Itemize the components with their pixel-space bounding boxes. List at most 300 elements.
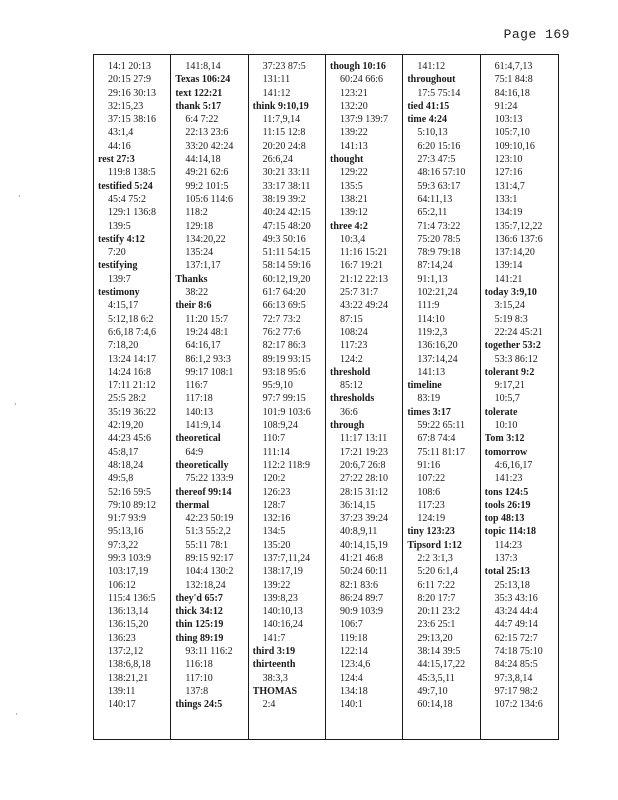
index-reference-entry: 59:3 63:17: [417, 180, 461, 192]
index-reference-entry: 60:14,18: [417, 699, 453, 711]
index-reference-entry: 136:16,20: [417, 340, 458, 352]
index-reference-entry: 111:9: [417, 300, 440, 312]
index-reference-entry: 45:3,5,11: [417, 672, 455, 684]
index-reference-entry: 6:4 7:22: [185, 114, 219, 126]
index-headword-entry: thin 125:19: [175, 619, 224, 631]
index-reference-entry: 107:22: [417, 473, 446, 485]
index-reference-entry: 51:11 54:15: [262, 247, 311, 259]
index-headword-entry: testified 5:24: [98, 180, 153, 192]
index-reference-entry: 141:12: [262, 87, 291, 99]
index-reference-entry: 85:12: [339, 380, 363, 392]
index-reference-entry: 38:14 39:5: [417, 646, 461, 658]
index-headword-entry: Thanks: [175, 273, 208, 285]
index-reference-entry: 136:23: [108, 632, 136, 644]
index-reference-entry: 140:1: [339, 699, 363, 711]
index-headword-entry: time 4:24: [407, 114, 448, 126]
index-reference-entry: 97:3,8,14: [494, 672, 533, 684]
index-headword-entry: thank 5:17: [175, 100, 222, 112]
index-headword-entry: tolerate: [484, 406, 518, 418]
index-headword-entry: topic 114:18: [484, 526, 537, 538]
index-reference-entry: 35:19 36:22: [108, 406, 157, 418]
index-reference-entry: 5:10,13: [417, 127, 448, 139]
index-headword-entry: times 3:17: [407, 406, 451, 418]
index-headword-entry: think 9:10,19: [252, 100, 309, 112]
index-reference-entry: 131:4,7: [494, 180, 525, 192]
index-reference-entry: 62:15 72:7: [494, 632, 538, 644]
index-column-5: [403, 55, 480, 739]
index-reference-entry: 2:2 3:1,3: [417, 552, 453, 564]
index-reference-entry: 141:23: [494, 473, 523, 485]
index-reference-entry: 53:3 86:12: [494, 353, 538, 365]
index-reference-entry: 89:15 92:17: [185, 552, 234, 564]
index-reference-entry: 123:4,6: [339, 659, 371, 671]
index-headword-entry: thirteenth: [252, 659, 296, 671]
index-reference-entry: 49:21 62:6: [185, 167, 229, 179]
index-column-4: [326, 55, 403, 739]
index-headword-entry: tiny 123:23: [407, 526, 455, 538]
index-headword-entry: together 53:2: [484, 340, 541, 352]
index-reference-entry: 132:16: [262, 513, 291, 525]
index-reference-entry: 95:13,16: [108, 526, 144, 538]
index-headword-entry: three 4:2: [329, 220, 368, 232]
index-reference-entry: 137:9 139:7: [339, 114, 389, 126]
index-reference-entry: 40:24 42:15: [262, 207, 311, 219]
index-reference-entry: 50:24 60:11: [339, 566, 388, 578]
index-reference-entry: 16:7 19:21: [339, 260, 384, 272]
index-reference-entry: 37:15 38:16: [108, 114, 157, 126]
index-headword-entry: tools 26:19: [484, 499, 531, 511]
index-reference-entry: 59:22 65:11: [417, 420, 465, 432]
index-reference-entry: 36:14,15: [339, 499, 376, 511]
index-reference-entry: 103:17,19: [108, 566, 149, 578]
index-reference-entry: 35:3 43:16: [494, 592, 538, 604]
index-headword-entry: Texas 106:24: [175, 74, 231, 86]
index-reference-entry: 29:16 30:13: [108, 87, 157, 99]
index-reference-entry: 42:23 50:19: [185, 513, 234, 525]
index-reference-entry: 90:9 103:9: [339, 606, 384, 618]
index-reference-entry: 134:18: [339, 685, 368, 697]
index-reference-entry: 117:18: [185, 393, 213, 405]
index-reference-entry: 11:16 15:21: [339, 247, 388, 259]
index-reference-entry: 93:11 116:2: [185, 646, 233, 658]
index-reference-entry: 137:1,17: [185, 260, 221, 272]
index-reference-entry: 138:21: [339, 193, 368, 205]
index-headword-entry: thresholds: [329, 393, 375, 405]
index-headword-entry: Tom 3:12: [484, 433, 525, 445]
index-reference-entry: 117:23: [339, 340, 368, 352]
index-reference-entry: 102:21,24: [417, 287, 458, 299]
index-reference-entry: 27:3 47:5: [417, 154, 456, 166]
index-reference-entry: 91:24: [494, 100, 518, 112]
index-reference-entry: 43:24 44:4: [494, 606, 538, 618]
index-reference-entry: 137:3: [494, 552, 518, 564]
index-reference-entry: 134:5: [262, 526, 286, 538]
index-reference-entry: 30:21 33:11: [262, 167, 311, 179]
index-reference-entry: 79:10 89:12: [108, 499, 157, 511]
index-reference-entry: 137:14,24: [417, 353, 458, 365]
index-reference-entry: 72:7 73:2: [262, 313, 301, 325]
index-reference-entry: 123:21: [339, 87, 368, 99]
index-reference-entry: 126:23: [262, 486, 291, 498]
index-reference-entry: 133:1: [494, 193, 518, 205]
index-reference-entry: 97:3,22: [108, 539, 139, 551]
index-reference-entry: 11:20 15:7: [185, 313, 229, 325]
index-reference-entry: 139:7: [108, 273, 131, 285]
index-reference-entry: 3:15,24: [494, 300, 525, 312]
index-reference-entry: 13:24 14:17: [108, 353, 157, 365]
index-reference-entry: 91:16: [417, 459, 441, 471]
index-reference-entry: 114:23: [494, 539, 523, 551]
index-reference-entry: 104:4 130:2: [185, 566, 234, 578]
index-reference-entry: 103:13: [494, 114, 523, 126]
index-reference-entry: 2:4: [262, 699, 276, 711]
index-headword-entry: thought: [329, 154, 364, 166]
index-reference-entry: 76:2 77:6: [262, 326, 301, 338]
index-reference-entry: 118:2: [185, 207, 208, 219]
index-reference-entry: 11:7,9,14: [262, 114, 301, 126]
index-reference-entry: 44:14,18: [185, 154, 221, 166]
index-reference-entry: 137:2,12: [108, 646, 144, 658]
index-reference-entry: 5:20 6:1,4: [417, 566, 458, 578]
index-reference-entry: 84:24 85:5: [494, 659, 538, 671]
index-headword-entry: tolerant 9:2: [484, 366, 535, 378]
index-reference-entry: 137:8: [185, 685, 209, 697]
index-reference-entry: 6:11 7:22: [417, 579, 455, 591]
index-reference-entry: 134:20,22: [185, 233, 226, 245]
index-headword-entry: Tipsord 1:12: [407, 539, 462, 551]
index-reference-entry: 28:15 31:12: [339, 486, 389, 498]
index-reference-entry: 99:3 103:9: [108, 552, 152, 564]
index-reference-entry: 128:7: [262, 499, 286, 511]
index-reference-entry: 60:24 66:6: [339, 74, 384, 86]
index-reference-entry: 78:9 79:18: [417, 247, 461, 259]
index-headword-entry: testify 4:12: [98, 233, 145, 245]
index-reference-entry: 97:17 98:2: [494, 685, 538, 697]
index-reference-entry: 83:19: [417, 393, 441, 405]
index-reference-entry: 29:13,20: [417, 632, 453, 644]
index-reference-entry: 95:9,10: [262, 380, 293, 392]
index-headword-entry: throughout: [407, 74, 456, 86]
index-reference-entry: 106:7: [339, 619, 363, 631]
index-reference-entry: 86:24 89:7: [339, 592, 384, 604]
index-reference-entry: 131:11: [262, 74, 291, 86]
index-reference-entry: 44:15,17,22: [417, 659, 466, 671]
index-reference-entry: 22:24 45:21: [494, 326, 543, 338]
index-reference-entry: 112:2 118:9: [262, 459, 310, 471]
index-reference-entry: 99:2 101:5: [185, 180, 229, 192]
index-reference-entry: 124:4: [339, 672, 363, 684]
index-reference-entry: 25:5 28:2: [108, 393, 147, 405]
index-reference-entry: 7:18,20: [108, 340, 139, 352]
index-reference-entry: 106:12: [108, 579, 136, 591]
index-reference-entry: 27:22 28:10: [339, 473, 389, 485]
index-reference-entry: 64:16,17: [185, 340, 221, 352]
index-reference-entry: 135:24: [185, 247, 214, 259]
word-index-table: [93, 54, 559, 740]
index-reference-entry: 139:22: [339, 127, 368, 139]
index-headword-entry: thick 34:12: [175, 606, 223, 618]
index-headword-entry: theoretical: [175, 433, 221, 445]
index-reference-entry: 139:14: [494, 260, 523, 272]
index-reference-entry: 139:12: [339, 207, 368, 219]
index-reference-entry: 33:17 38:11: [262, 180, 311, 192]
index-headword-entry: testimony: [98, 287, 140, 299]
index-headword-entry: thing 89:19: [175, 632, 224, 644]
index-reference-entry: 129:1 136:8: [108, 207, 157, 219]
index-reference-entry: 41:21 46:8: [339, 552, 384, 564]
index-reference-entry: 58:14 59:16: [262, 260, 311, 272]
index-reference-entry: 19:24 48:1: [185, 326, 229, 338]
index-reference-entry: 8:20 17:7: [417, 592, 456, 604]
index-reference-entry: 139:11: [108, 685, 136, 697]
index-reference-entry: 137:14,20: [494, 247, 535, 259]
index-reference-entry: 61:7 64:20: [262, 287, 306, 299]
index-headword-entry: tons 124:5: [484, 486, 529, 498]
index-reference-entry: 25:13,18: [494, 579, 530, 591]
index-reference-entry: 11:17 13:11: [339, 433, 388, 445]
index-reference-entry: 139:8,23: [262, 592, 298, 604]
index-reference-entry: 45:8,17: [108, 446, 139, 458]
index-headword-entry: threshold: [329, 366, 371, 378]
index-column-3: [249, 55, 326, 739]
index-reference-entry: 116:7: [185, 380, 208, 392]
index-reference-entry: 36:6: [339, 406, 358, 418]
index-headword-entry: timeline: [407, 380, 442, 392]
index-reference-entry: 4:15,17: [108, 300, 139, 312]
index-reference-entry: 42:19,20: [108, 420, 144, 432]
index-reference-entry: 66:13 69:5: [262, 300, 306, 312]
index-reference-entry: 43:1,4: [108, 127, 134, 139]
index-reference-entry: 49:7,10: [417, 685, 448, 697]
index-reference-entry: 38:19 39:2: [262, 193, 306, 205]
index-reference-entry: 115:4 136:5: [108, 592, 156, 604]
index-reference-entry: 93:18 95:6: [262, 366, 306, 378]
index-reference-entry: 75:1 84:8: [494, 74, 533, 86]
index-reference-entry: 135:20: [262, 539, 291, 551]
index-reference-entry: 64:9: [185, 446, 204, 458]
index-reference-entry: 141:21: [494, 273, 523, 285]
index-reference-entry: 60:12,19,20: [262, 273, 311, 285]
index-reference-entry: 17:21 19:23: [339, 446, 389, 458]
index-reference-entry: 136:6 137:6: [494, 233, 543, 245]
index-column-1: [94, 55, 171, 739]
index-reference-entry: 48:18,24: [108, 459, 144, 471]
index-reference-entry: 97:7 99:15: [262, 393, 306, 405]
index-reference-entry: 124:19: [417, 513, 446, 525]
index-reference-entry: 45:4 75:2: [108, 193, 147, 205]
page-number-label: Page 169: [503, 27, 570, 42]
index-headword-entry: testifying: [98, 260, 138, 272]
index-column-6: [481, 55, 558, 739]
index-reference-entry: 14:1 20:13: [108, 61, 152, 72]
index-reference-entry: 91:7 93:9: [108, 513, 147, 525]
index-reference-entry: 129:18: [185, 220, 214, 232]
index-headword-entry: today 3:9,10: [484, 287, 537, 299]
index-reference-entry: 117:10: [185, 672, 213, 684]
index-reference-entry: 26:6,24: [262, 154, 293, 166]
index-reference-entry: 82:1 83:6: [339, 579, 379, 591]
index-reference-entry: 75:11 81:17: [417, 446, 465, 458]
index-reference-entry: 127:16: [494, 167, 523, 179]
index-reference-entry: 75:22 133:9: [185, 473, 234, 485]
index-headword-entry: things 24:5: [175, 699, 223, 711]
index-headword-entry: rest 27:3: [98, 154, 135, 166]
index-reference-entry: 51:3 55:2,2: [185, 526, 231, 538]
index-reference-entry: 87:15: [339, 313, 363, 325]
index-reference-entry: 110:7: [262, 433, 286, 445]
index-reference-entry: 71:4 73:22: [417, 220, 461, 232]
index-reference-entry: 37:23 39:24: [339, 513, 389, 525]
index-reference-entry: 141:13: [417, 366, 446, 378]
index-headword-entry: thereof 99:14: [175, 486, 232, 498]
index-reference-entry: 10:5,7: [494, 393, 520, 405]
index-reference-entry: 140:16,24: [262, 619, 303, 631]
index-reference-entry: 74:18 75:10: [494, 646, 543, 658]
index-reference-entry: 44:23 45:6: [108, 433, 152, 445]
index-reference-entry: 37:23 87:5: [262, 61, 306, 72]
index-reference-entry: 9:17,21: [494, 380, 525, 392]
index-reference-entry: 124:2: [339, 353, 363, 365]
index-reference-entry: 140:13: [185, 406, 214, 418]
index-reference-entry: 141:13: [339, 140, 368, 152]
index-reference-entry: 23:6 25:1: [417, 619, 456, 631]
index-headword-entry: they'd 65:7: [175, 592, 223, 604]
index-reference-entry: 117:23: [417, 499, 445, 511]
index-reference-entry: 20:15 27:9: [108, 74, 152, 86]
index-reference-entry: 139:22: [262, 579, 291, 591]
index-reference-entry: 120:2: [262, 473, 286, 485]
index-reference-entry: 108:24: [339, 326, 368, 338]
index-reference-entry: 6:6,18 7:4,6: [108, 326, 157, 338]
index-reference-entry: 7:20: [108, 247, 126, 259]
index-reference-entry: 82:17 86:3: [262, 340, 306, 352]
index-headword-entry: top 48:13: [484, 513, 525, 525]
index-reference-entry: 116:18: [185, 659, 213, 671]
index-reference-entry: 49:3 50:16: [262, 233, 306, 245]
index-reference-entry: 10:10: [494, 420, 518, 432]
index-reference-entry: 22:13 23:6: [185, 127, 229, 139]
index-reference-entry: 55:11 78:1: [185, 539, 229, 551]
index-reference-entry: 135:5: [339, 180, 363, 192]
index-reference-entry: 141:12: [417, 61, 446, 72]
index-reference-entry: 65:2,11: [417, 207, 448, 219]
index-headword-entry: total 25:13: [484, 566, 530, 578]
index-reference-entry: 89:19 93:15: [262, 353, 311, 365]
index-reference-entry: 11:15 12:8: [262, 127, 306, 139]
index-headword-entry: their 8:6: [175, 300, 212, 312]
index-reference-entry: 136:13,14: [108, 606, 149, 618]
index-column-2: [171, 55, 248, 739]
index-reference-entry: 86:1,2 93:3: [185, 353, 231, 365]
index-reference-entry: 136:15,20: [108, 619, 149, 631]
index-reference-entry: 134:19: [494, 207, 523, 219]
index-reference-entry: 99:17 108:1: [185, 366, 234, 378]
index-reference-entry: 6:20 15:16: [417, 140, 461, 152]
index-headword-entry: THOMAS: [252, 685, 298, 697]
index-reference-entry: 111:14: [262, 446, 290, 458]
index-reference-entry: 140:10,13: [262, 606, 303, 618]
index-reference-entry: 91:1,13: [417, 273, 448, 285]
index-reference-entry: 119:8 138:5: [108, 167, 156, 179]
index-reference-entry: 33:20 42:24: [185, 140, 234, 152]
index-reference-entry: 108:9,24: [262, 420, 298, 432]
index-reference-entry: 10:3,4: [339, 233, 366, 245]
index-reference-entry: 43:22 49:24: [339, 300, 389, 312]
index-reference-entry: 20:6,7 26:8: [339, 459, 386, 471]
index-reference-entry: 139:5: [108, 220, 131, 232]
index-reference-entry: 75:20 78:5: [417, 233, 461, 245]
index-reference-entry: 87:14,24: [417, 260, 453, 272]
index-reference-entry: 122:14: [339, 646, 368, 658]
scan-speck: ·: [18, 192, 21, 202]
index-reference-entry: 5:12,18 6:2: [108, 313, 154, 325]
index-reference-entry: 61:4,7,13: [494, 61, 533, 72]
index-reference-entry: 138:6,8,18: [108, 659, 151, 671]
index-reference-entry: 17:5 75:14: [417, 87, 461, 99]
index-reference-entry: 20:20 24:8: [262, 140, 306, 152]
index-reference-entry: 119:2,3: [417, 326, 448, 338]
index-reference-entry: 21:12 22:13: [339, 273, 389, 285]
index-reference-entry: 132:20: [339, 100, 368, 112]
index-reference-entry: 67:8 74:4: [417, 433, 456, 445]
index-reference-entry: 17:11 21:12: [108, 380, 156, 392]
index-reference-entry: 114:10: [417, 313, 445, 325]
index-reference-entry: 40:8,9,11: [339, 526, 378, 538]
index-headword-entry: theoretically: [175, 459, 229, 471]
index-reference-entry: 129:22: [339, 167, 368, 179]
index-reference-entry: 119:18: [339, 632, 368, 644]
index-reference-entry: 123:10: [494, 154, 523, 166]
index-headword-entry: thermal: [175, 499, 210, 511]
scan-speck: ·: [14, 400, 17, 410]
index-headword-entry: tied 41:15: [407, 100, 450, 112]
index-reference-entry: 135:7,12,22: [494, 220, 543, 232]
index-reference-entry: 141:7: [262, 632, 286, 644]
index-reference-entry: 84:16,18: [494, 87, 530, 99]
index-headword-entry: text 122:21: [175, 87, 223, 99]
index-reference-entry: 101:9 103:6: [262, 406, 311, 418]
index-reference-entry: 38:22: [185, 287, 209, 299]
index-reference-entry: 48:16 57:10: [417, 167, 466, 179]
index-reference-entry: 107:2 134:6: [494, 699, 543, 711]
index-reference-entry: 25:7 31:7: [339, 287, 379, 299]
index-reference-entry: 140:17: [108, 699, 136, 711]
index-reference-entry: 138:21,21: [108, 672, 149, 684]
index-headword-entry: third 3:19: [252, 646, 296, 658]
index-reference-entry: 105:7,10: [494, 127, 530, 139]
index-reference-entry: 44:16: [108, 140, 131, 152]
index-reference-entry: 141:9,14: [185, 420, 221, 432]
index-headword-entry: through: [329, 420, 365, 432]
index-reference-entry: 49:5,8: [108, 473, 134, 485]
index-reference-entry: 137:7,11,24: [262, 552, 311, 564]
index-reference-entry: 132:18,24: [185, 579, 226, 591]
index-reference-entry: 5:19 8:3: [494, 313, 528, 325]
index-reference-entry: 32:15,23: [108, 100, 144, 112]
index-reference-entry: 105:6 114:6: [185, 193, 234, 205]
index-headword-entry: tomorrow: [484, 446, 528, 458]
index-reference-entry: 44:7 49:14: [494, 619, 538, 631]
index-reference-entry: 108:6: [417, 486, 441, 498]
index-reference-entry: 38:3,3: [262, 672, 288, 684]
index-reference-entry: 138:17,19: [262, 566, 303, 578]
index-reference-entry: 52:16 59:5: [108, 486, 152, 498]
index-reference-entry: 141:8,14: [185, 61, 221, 72]
index-reference-entry: 47:15 48:20: [262, 220, 311, 232]
index-reference-entry: 14:24 16:8: [108, 366, 152, 378]
index-reference-entry: 109:10,16: [494, 140, 535, 152]
index-headword-entry: though 10:16: [329, 61, 386, 72]
